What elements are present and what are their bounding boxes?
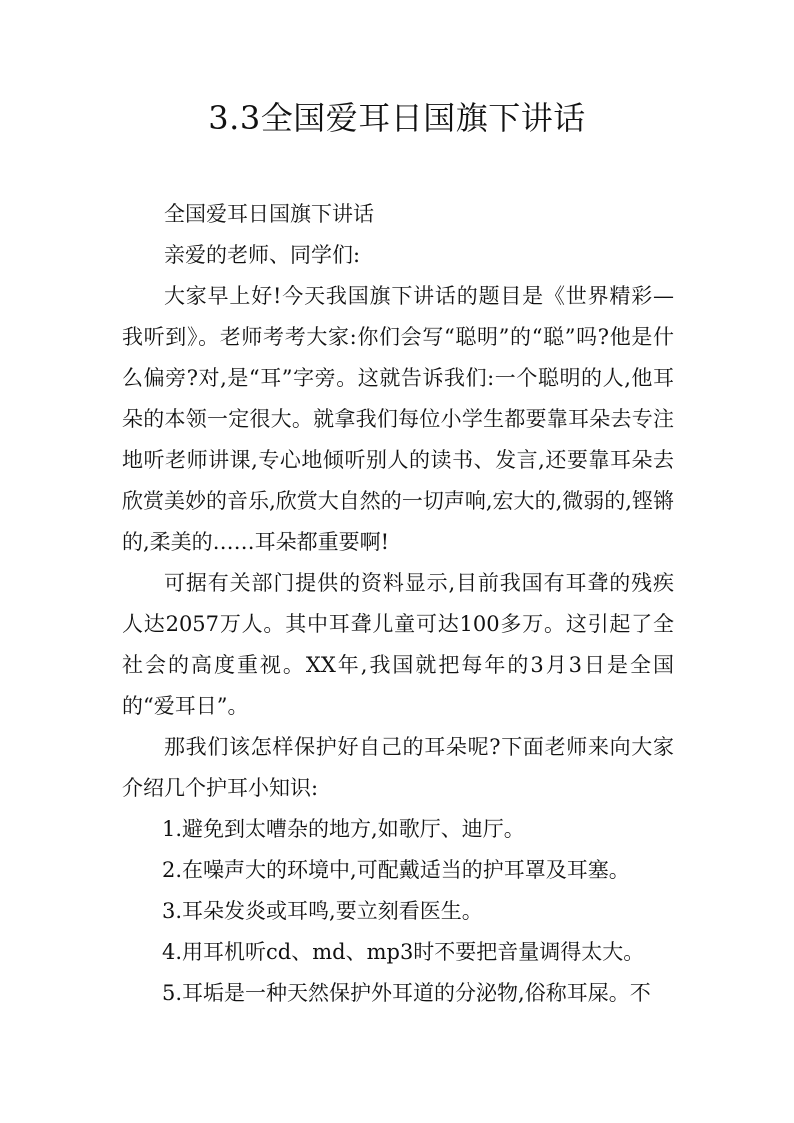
document-body [122, 194, 674, 1014]
subtitle-paragraph: 全国爱耳日国旗下讲话 [164, 202, 374, 226]
tip-item-4: 4.用耳机听cd、md、mp3时不要把音量调得太大。 [162, 940, 645, 964]
tip-item-5: 5.耳垢是一种天然保护外耳道的分泌物,俗称耳屎。不 [162, 981, 651, 1005]
document-title: 3.3全国爱耳日国旗下讲话 [208, 99, 586, 137]
tip-item-3: 3.耳朵发炎或耳鸣,要立刻看医生。 [162, 899, 483, 923]
greeting-paragraph: 亲爱的老师、同学们: [164, 243, 361, 267]
statistics-paragraph: 可据有关部门提供的资料显示,目前我国有耳聋的残疾人达2057万人。其中耳聋儿童可达100多万。这引起了全社会的高度重视。XX年,我国就把每年的3月3日是全国的“爱耳日”。 [122, 571, 674, 718]
tip-item-2: 2.在噪声大的环境中,可配戴适当的护耳罩及耳塞。 [162, 858, 630, 882]
tips-intro-paragraph: 那我们该怎样保护好自己的耳朵呢?下面老师来向大家介绍几个护耳小知识: [122, 735, 674, 800]
tip-item-1: 1.避免到太嘈杂的地方,如歌厅、迪厅。 [162, 817, 525, 841]
intro-paragraph: 大家早上好!今天我国旗下讲话的题目是《世界精彩—我听到》。老师考考大家:你们会写“聪明”的“聪”吗?他是什么偏旁?对,是“耳”字旁。这就告诉我们:一个聪明的人,他耳朵的本领一定很大。就拿我们每位小学生都要靠耳朵去专注地听老师讲课,专心地倾听别人的读书、发言,还要靠耳朵去欣赏美妙的音乐,欣赏大自然的一切声响,宏大的,微弱的,铿锵的,柔美的……耳朵都重要啊! [122, 284, 674, 554]
